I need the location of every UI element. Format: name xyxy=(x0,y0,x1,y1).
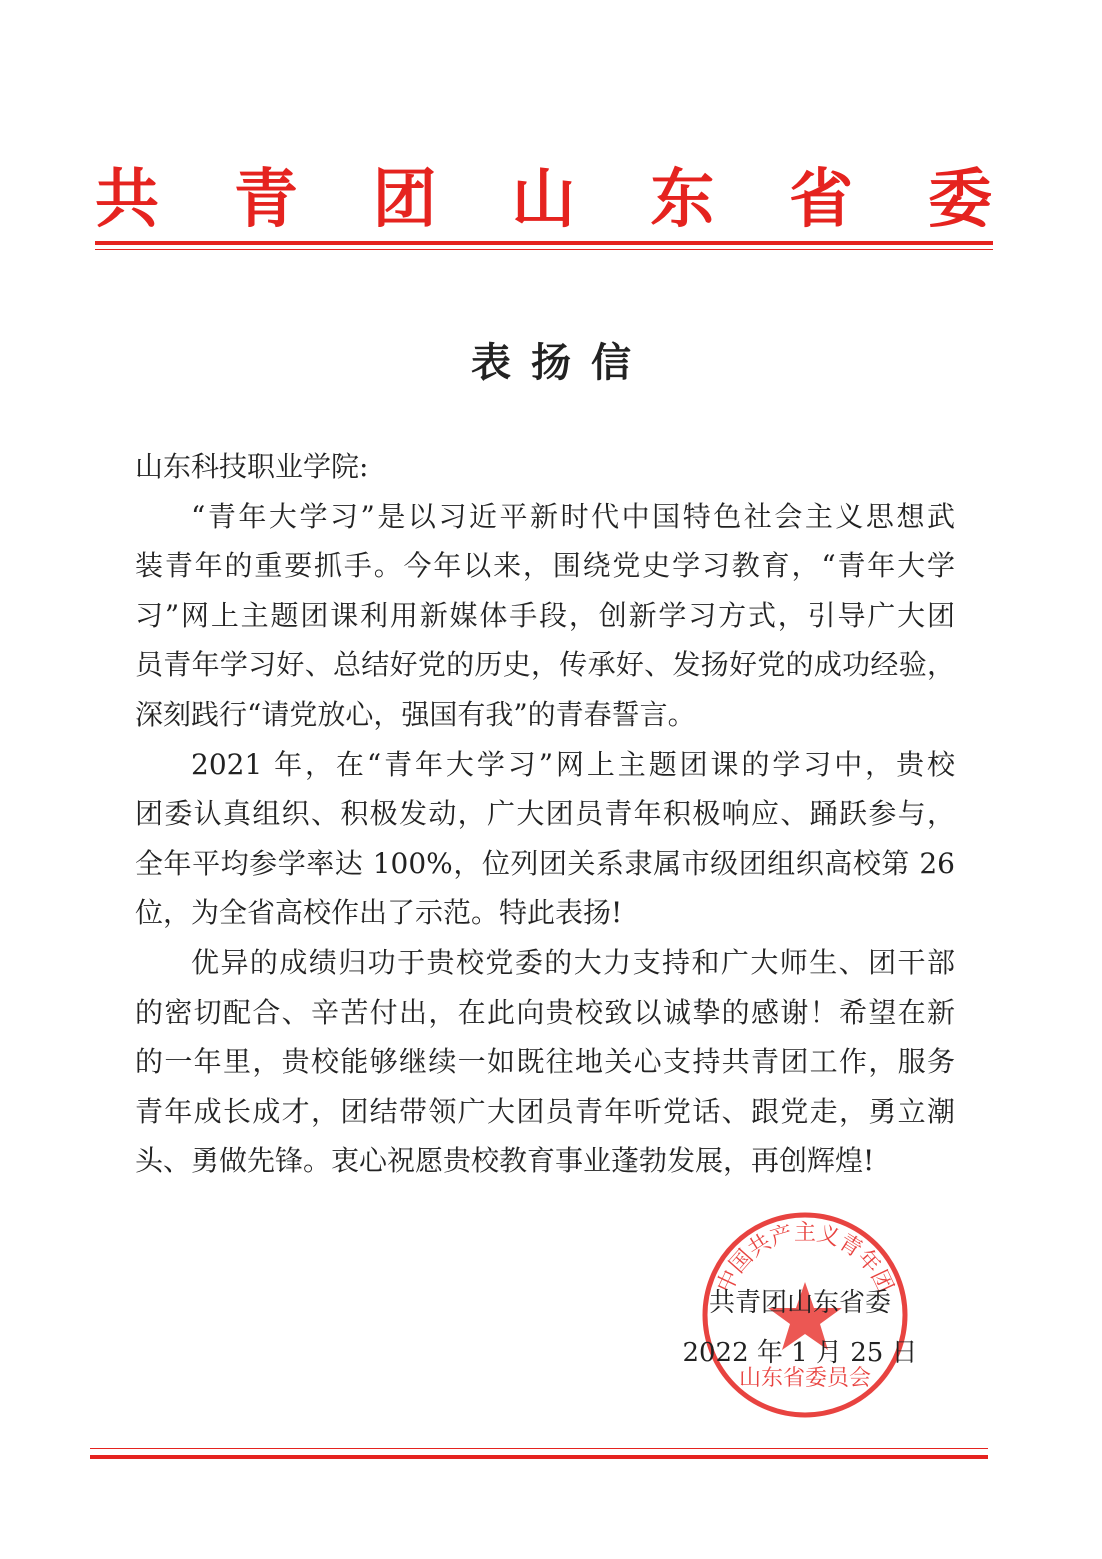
signature-date: 2022 年 1 月 25 日 xyxy=(682,1338,918,1368)
signature-org: 共青团山东省委 xyxy=(708,1288,891,1318)
greeting: 山东科技职业学院: xyxy=(135,450,369,483)
masthead-char: 共 xyxy=(95,162,159,237)
paragraph-line: 2021 年，在“青年大学习”网上主题团课的学习中，贵校 xyxy=(191,747,955,781)
footer-rule-thin xyxy=(90,1448,988,1449)
masthead-char: 团 xyxy=(372,162,437,237)
paragraph-line: 团委认真组织、积极发动，广大团员青年积极响应、踊跃参与， xyxy=(135,797,955,831)
paragraph-line: 位，为全省高校作出了示范。特此表扬! xyxy=(135,896,623,930)
paragraph-line: 全年平均参学率达 100%，位列团关系隶属市级团组织高校第 26 xyxy=(135,846,955,880)
masthead xyxy=(95,160,992,240)
masthead-char: 青 xyxy=(233,162,298,237)
paragraph-2 xyxy=(135,740,955,938)
letter-body xyxy=(135,442,955,1186)
masthead-char: 省 xyxy=(789,162,854,237)
paragraph-line: 员青年学习好、总结好党的历史，传承好、发扬好党的成功经验， xyxy=(135,648,955,682)
document-title: 表扬信 xyxy=(471,339,651,386)
seal-bottom-text: 山东省委员会 xyxy=(738,1366,872,1391)
paragraph-3 xyxy=(135,938,955,1186)
header-rule-thick xyxy=(95,241,993,245)
paragraph-1 xyxy=(135,492,955,740)
header-rule-thin xyxy=(95,249,993,250)
paragraph-line: 青年成长成才，团结带领广大团员青年听党话、跟党走，勇立潮 xyxy=(135,1094,955,1128)
seal-top-text: 中国共产主义青年团 xyxy=(712,1220,898,1297)
footer-rule-thick xyxy=(90,1455,988,1459)
paragraph-line: 的密切配合、辛苦付出，在此向贵校致以诚挚的感谢！希望在新 xyxy=(135,995,955,1029)
paragraph-line: 习”网上主题团课利用新媒体手段，创新学习方式，引导广大团 xyxy=(135,598,955,632)
masthead-char: 山 xyxy=(511,162,576,237)
masthead-char: 委 xyxy=(927,162,992,237)
paragraph-line: 头、勇做先锋。衷心祝愿贵校教育事业蓬勃发展，再创辉煌! xyxy=(135,1144,875,1178)
paragraph-line: 装青年的重要抓手。今年以来，围绕党史学习教育，“青年大学 xyxy=(135,549,955,583)
paragraph-line: 深刻践行“请党放心，强国有我”的青春誓言。 xyxy=(135,697,696,731)
paragraph-line: “青年大学习”是以习近平新时代中国特色社会主义思想武 xyxy=(191,499,955,533)
masthead-char: 东 xyxy=(650,162,715,237)
paragraph-line: 优异的成绩归功于贵校党委的大力支持和广大师生、团干部 xyxy=(191,945,955,979)
paragraph-line: 的一年里，贵校能够继续一如既往地关心支持共青团工作，服务 xyxy=(135,1045,955,1079)
